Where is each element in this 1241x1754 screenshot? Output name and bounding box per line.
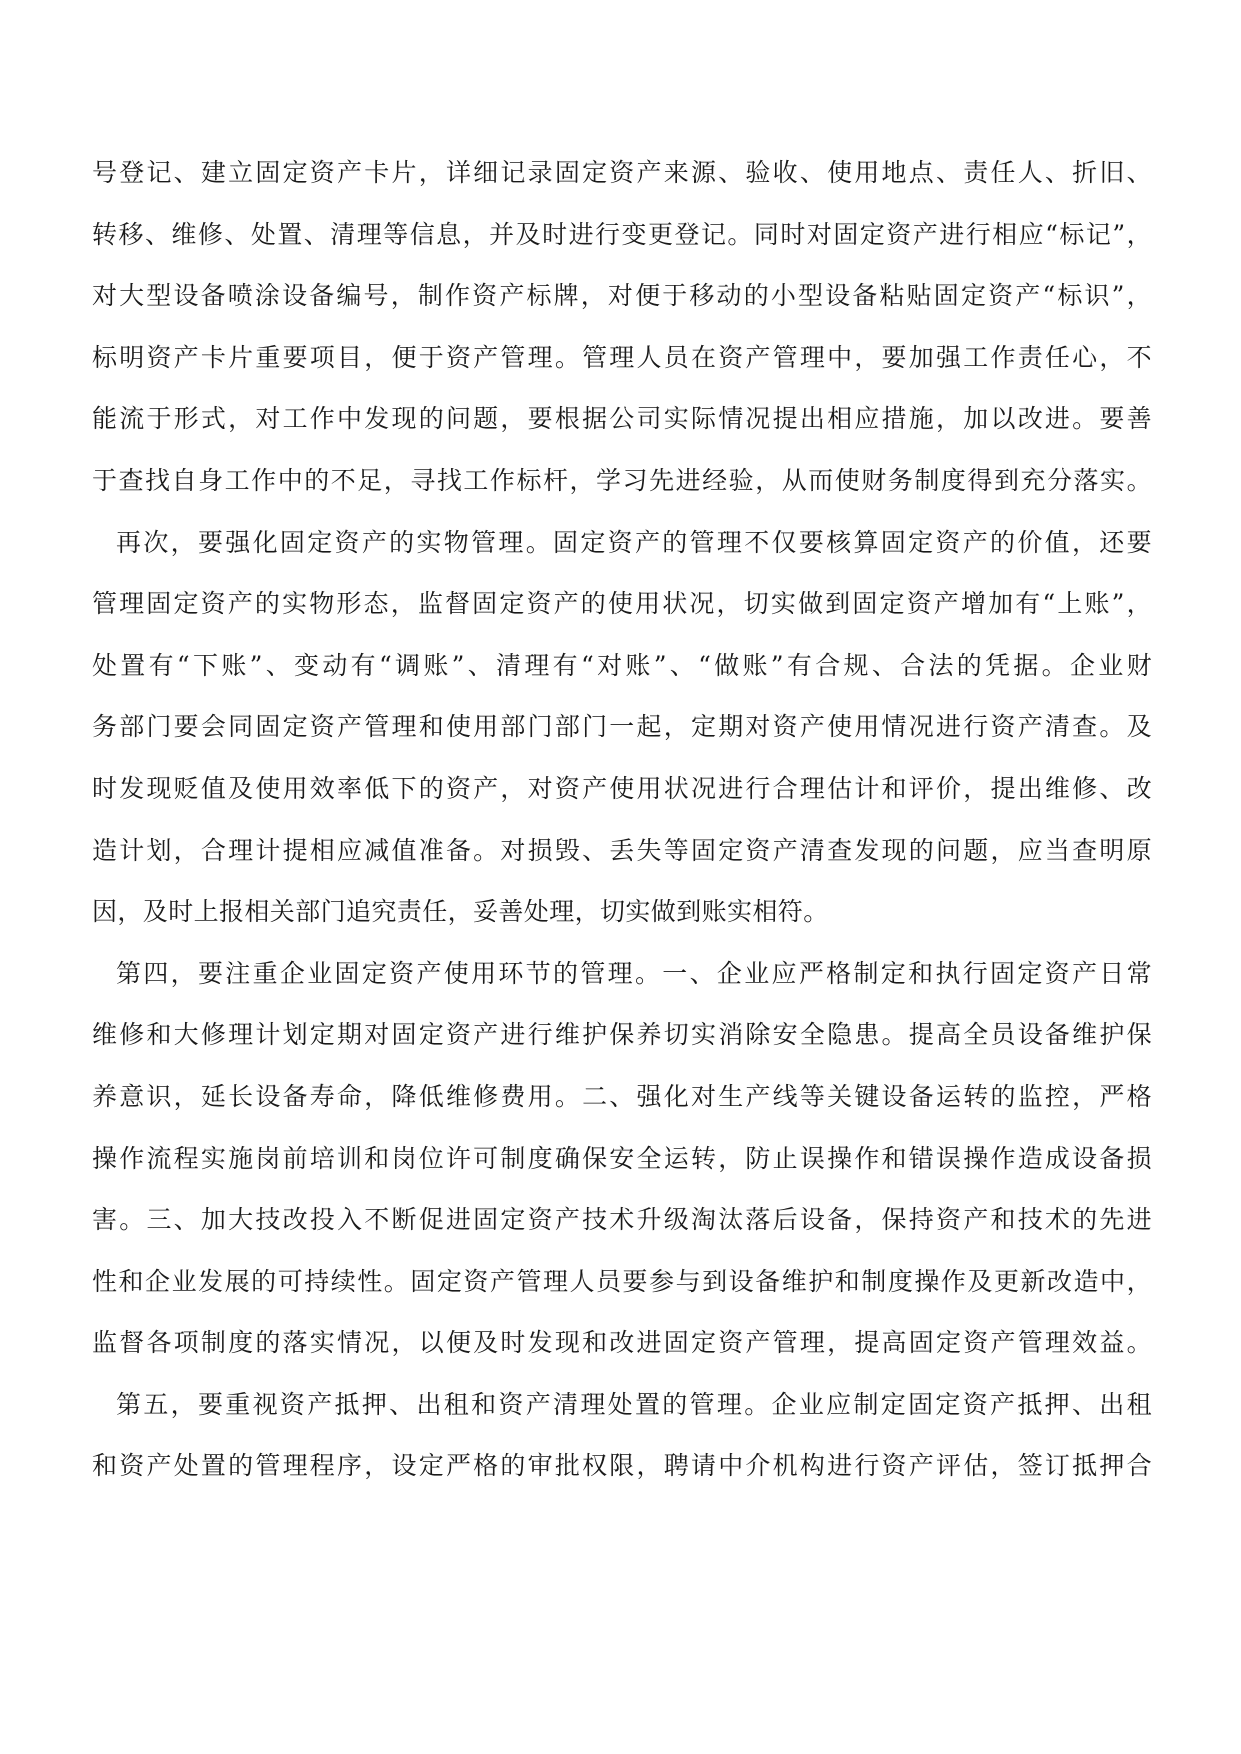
- text-line: 造计划，合理计提相应减值准备。对损毁、丢失等固定资产清查发现的问题，应当查明原: [92, 835, 1152, 865]
- body-text: [92, 156, 1152, 1511]
- text-line: 性和企业发展的可持续性。固定资产管理人员要参与到设备维护和制度操作及更新改造中，: [92, 1266, 1152, 1296]
- text-line: 标明资产卡片重要项目，便于资产管理。管理人员在资产管理中，要加强工作责任心，不: [92, 342, 1152, 372]
- text-line: 处置有“下账”、变动有“调账”、清理有“对账”、“做账”有合规、合法的凭据。企业财: [92, 650, 1152, 680]
- text-line: 对大型设备喷涂设备编号，制作资产标牌，对便于移动的小型设备粘贴固定资产“标识”，: [92, 281, 1152, 311]
- text-line: 监督各项制度的落实情况，以便及时发现和改进固定资产管理，提高固定资产管理效益。: [92, 1328, 1152, 1358]
- text-line: 时发现贬值及使用效率低下的资产，对资产使用状况进行合理估计和评价，提出维修、改: [92, 773, 1152, 803]
- text-line: 号登记、建立固定资产卡片，详细记录固定资产来源、验收、使用地点、责任人、折旧、: [92, 158, 1152, 187]
- text-line: 于查找自身工作中的不足，寻找工作标杆，学习先进经验，从而使财务制度得到充分落实。: [92, 465, 1152, 495]
- paragraph-start-line: 第四，要注重企业固定资产使用环节的管理。一、企业应严格制定和执行固定资产日常: [116, 958, 1152, 988]
- text-line: 操作流程实施岗前培训和岗位许可制度确保安全运转，防止误操作和错误操作造成设备损: [92, 1143, 1152, 1173]
- text-line: 务部门要会同固定资产管理和使用部门部门一起，定期对资产使用情况进行资产清查。及: [92, 712, 1152, 742]
- text-line: 和资产处置的管理程序，设定严格的审批权限，聘请中介机构进行资产评估，签订抵押合: [92, 1451, 1152, 1481]
- text-line: 能流于形式，对工作中发现的问题，要根据公司实际情况提出相应措施，加以改进。要善: [92, 404, 1152, 434]
- text-line: 养意识，延长设备寿命，降低维修费用。二、强化对生产线等关键设备运转的监控，严格: [92, 1081, 1152, 1111]
- text-line: 管理固定资产的实物形态，监督固定资产的使用状况，切实做到固定资产增加有“上账”，: [92, 589, 1152, 619]
- paragraph-end-line: 因，及时上报相关部门追究责任，妥善处理，切实做到账实相符。: [92, 897, 829, 927]
- paragraph-start-line: 再次，要强化固定资产的实物管理。固定资产的管理不仅要核算固定资产的价值，还要: [116, 527, 1152, 557]
- paragraph-start-line: 第五，要重视资产抵押、出租和资产清理处置的管理。企业应制定固定资产抵押、出租: [116, 1389, 1152, 1419]
- text-line: 转移、维修、处置、清理等信息，并及时进行变更登记。同时对固定资产进行相应“标记”，: [92, 219, 1152, 249]
- text-line: 维修和大修理计划定期对固定资产进行维护保养切实消除安全隐患。提高全员设备维护保: [92, 1020, 1152, 1050]
- text-line: 害。三、加大技改投入不断促进固定资产技术升级淘汰落后设备，保持资产和技术的先进: [92, 1205, 1152, 1235]
